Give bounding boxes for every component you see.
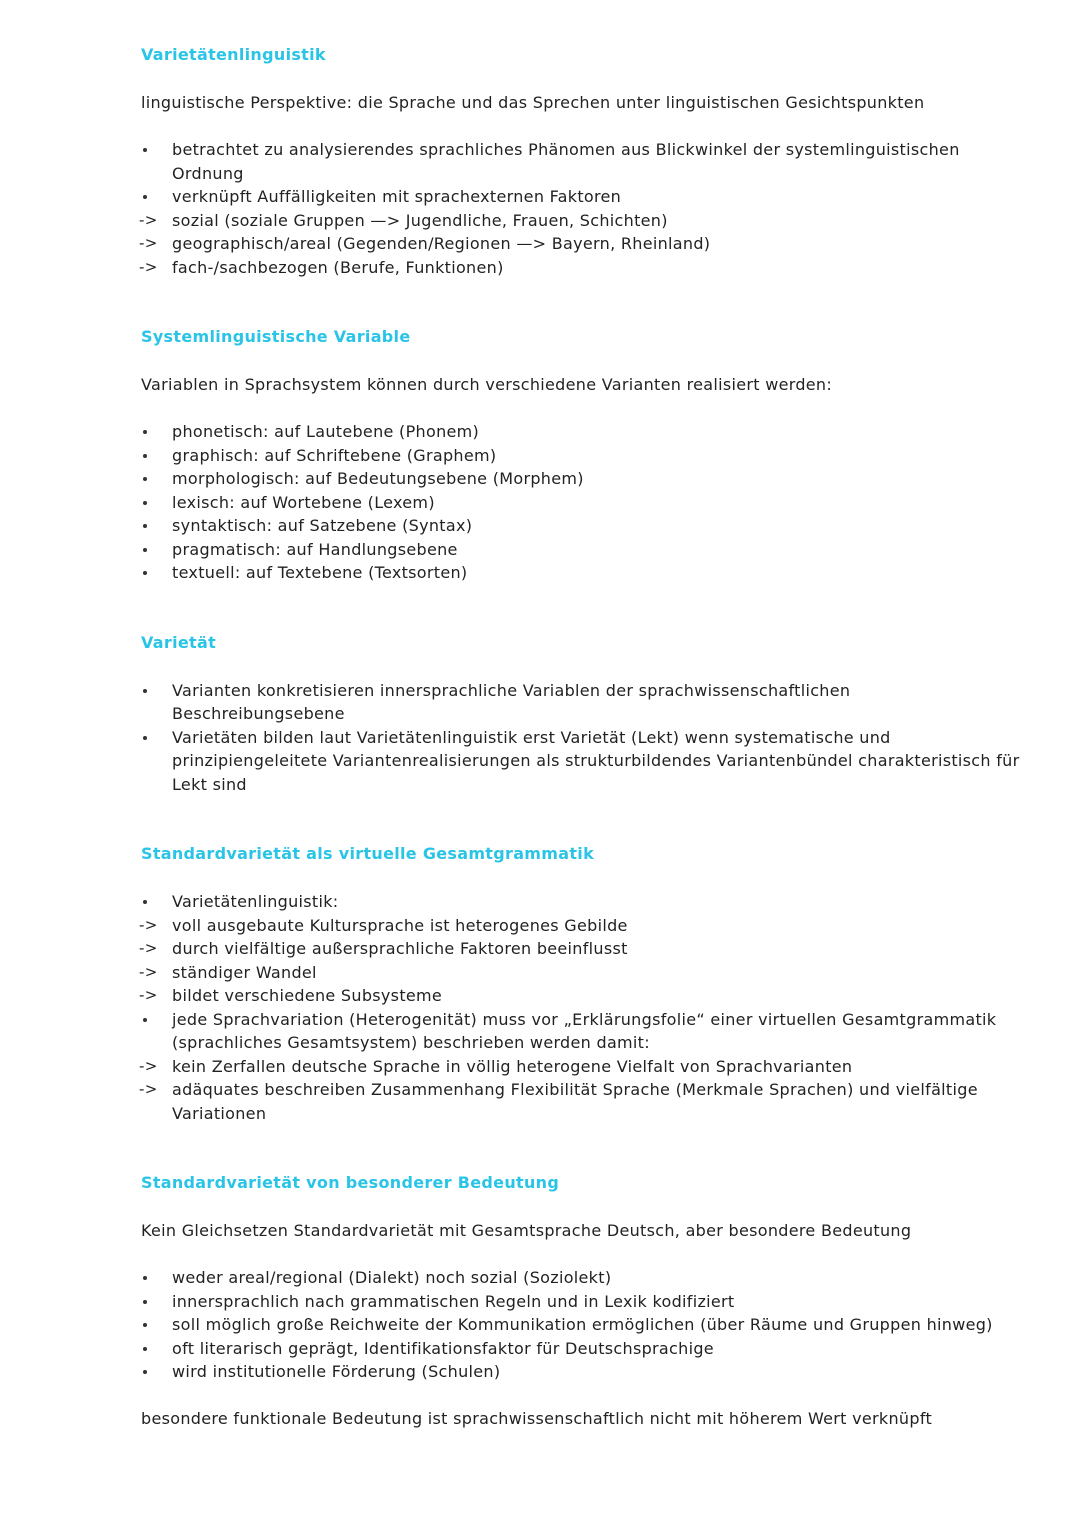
- item-text: Varianten konkretisieren innersprachliche Variablen der sprachwissenschaftlichen Beschreibungsebene: [172, 680, 851, 723]
- list-item: [141, 185, 1020, 209]
- item-list: [141, 1266, 1020, 1384]
- arrow-marker: ->: [139, 210, 158, 229]
- item-list: [141, 679, 1020, 797]
- item-list: [141, 890, 1020, 1125]
- section-intro: Variablen in Sprachsystem können durch verschiedene Varianten realisiert werden:: [141, 375, 833, 394]
- item-text: phonetisch: auf Lautebene (Phonem): [172, 422, 480, 441]
- item-text: betrachtet zu analysierendes sprachliches Phänomen aus Blickwinkel der systemlinguistischen Ordnung: [172, 140, 960, 183]
- arrow-marker: ->: [139, 1056, 158, 1075]
- arrow-marker: ->: [139, 234, 158, 252]
- item-text: durch vielfältige außersprachliche Faktoren beeinflusst: [172, 939, 628, 958]
- item-text: jede Sprachvariation (Heterogenität) muss vor „Erklärungsfolie“ einer virtuellen Gesamtgrammatik (sprachliches Gesamtsystem) beschrieben werden damit:: [172, 1009, 997, 1052]
- item-text: bildet verschiedene Subsysteme: [172, 986, 443, 1005]
- item-text: fach-/sachbezogen (Berufe, Funktionen): [172, 257, 504, 277]
- item-text: Varietäten bilden laut Varietätenlinguistik erst Varietät (Lekt) wenn systematische und prinzipiengeleitete Variantenrealisierungen als strukturbildendes Variantenbündel charakteristisch für Lekt sind: [172, 727, 1020, 794]
- section-heading: Standardvarietät von besonderer Bedeutung: [141, 1173, 560, 1192]
- list-item: [141, 937, 1020, 961]
- section-outro: besondere funktionale Bedeutung ist sprachwissenschaftlich nicht mit höherem Wert verknüpft: [141, 1409, 933, 1428]
- list-item: [141, 1290, 1020, 1314]
- section-standardvarietaet-bedeutung: [141, 1172, 1020, 1431]
- item-text: textuell: auf Textebene (Textsorten): [172, 563, 468, 582]
- item-text: wird institutionelle Förderung (Schulen): [172, 1362, 501, 1381]
- item-text: morphologisch: auf Bedeutungsebene (Morphem): [172, 469, 584, 488]
- list-item: [141, 444, 1020, 468]
- section-heading: Standardvarietät als virtuelle Gesamtgrammatik: [141, 844, 595, 863]
- arrow-marker: ->: [139, 915, 158, 934]
- list-item: [141, 538, 1020, 562]
- section-heading: Systemlinguistische Variable: [141, 327, 411, 346]
- list-item: [141, 1337, 1020, 1361]
- item-text: ständiger Wandel: [172, 962, 317, 982]
- arrow-marker: ->: [139, 1080, 158, 1098]
- list-item: [141, 1078, 1020, 1125]
- arrow-marker: ->: [139, 939, 158, 957]
- item-text: sozial (soziale Gruppen —> Jugendliche, Frauen, Schichten): [172, 210, 668, 230]
- list-item: [141, 1055, 1020, 1079]
- item-text: lexisch: auf Wortebene (Lexem): [172, 492, 435, 512]
- item-text: voll ausgebaute Kultursprache ist heterogenes Gebilde: [172, 915, 628, 935]
- item-text: adäquates beschreiben Zusammenhang Flexibilität Sprache (Merkmale Sprachen) und vielfältige Variationen: [172, 1080, 978, 1123]
- list-item: [141, 890, 1020, 914]
- list-item: [141, 726, 1020, 797]
- list-item: [141, 232, 1020, 256]
- item-text: verknüpft Auffälligkeiten mit sprachexternen Faktoren: [172, 187, 622, 206]
- list-item: [141, 1360, 1020, 1384]
- section-heading: Varietätenlinguistik: [141, 45, 326, 64]
- list-item: [141, 561, 1020, 585]
- section-standardvarietaet-gesamtgrammatik: [141, 843, 1020, 1125]
- item-text: pragmatisch: auf Handlungsebene: [172, 539, 458, 559]
- item-list: [141, 420, 1020, 585]
- section-varietaetenlinguistik: [141, 44, 1020, 279]
- list-item: [141, 1313, 1020, 1337]
- arrow-marker: ->: [139, 986, 158, 1004]
- item-text: syntaktisch: auf Satzebene (Syntax): [172, 516, 473, 535]
- section-heading: Varietät: [141, 632, 217, 652]
- item-text: soll möglich große Reichweite der Kommunikation ermöglichen (über Räume und Gruppen hinweg): [172, 1315, 993, 1334]
- list-item: [141, 467, 1020, 491]
- list-item: [141, 209, 1020, 233]
- section-systemlinguistische-variable: [141, 326, 1020, 585]
- list-item: [141, 420, 1020, 444]
- item-text: oft literarisch geprägt, Identifikationsfaktor für Deutschsprachige: [172, 1338, 714, 1358]
- list-item: [141, 491, 1020, 515]
- list-item: [141, 1266, 1020, 1290]
- item-text: weder areal/regional (Dialekt) noch sozial (Soziolekt): [172, 1268, 612, 1287]
- arrow-marker: ->: [139, 962, 158, 981]
- item-text: Varietätenlinguistik:: [172, 892, 339, 911]
- arrow-marker: ->: [139, 257, 158, 276]
- item-text: geographisch/areal (Gegenden/Regionen —> Bayern, Rheinland): [172, 234, 711, 253]
- list-item: [141, 138, 1020, 185]
- item-text: graphisch: auf Schriftebene (Graphem): [172, 445, 497, 465]
- list-item: [141, 514, 1020, 538]
- list-item: [141, 984, 1020, 1008]
- item-text: innersprachlich nach grammatischen Regeln und in Lexik kodifiziert: [172, 1291, 735, 1311]
- list-item: [141, 256, 1020, 280]
- list-item: [141, 914, 1020, 938]
- item-text: kein Zerfallen deutsche Sprache in völlig heterogene Vielfalt von Sprachvarianten: [172, 1056, 853, 1076]
- list-item: [141, 679, 1020, 726]
- list-item: [141, 1008, 1020, 1055]
- section-intro: Kein Gleichsetzen Standardvarietät mit Gesamtsprache Deutsch, aber besondere Bedeutung: [141, 1221, 912, 1240]
- section-intro: linguistische Perspektive: die Sprache und das Sprechen unter linguistischen Gesichtspunkten: [141, 93, 925, 112]
- section-varietaet: [141, 632, 1020, 797]
- list-item: [141, 961, 1020, 985]
- item-list: [141, 138, 1020, 279]
